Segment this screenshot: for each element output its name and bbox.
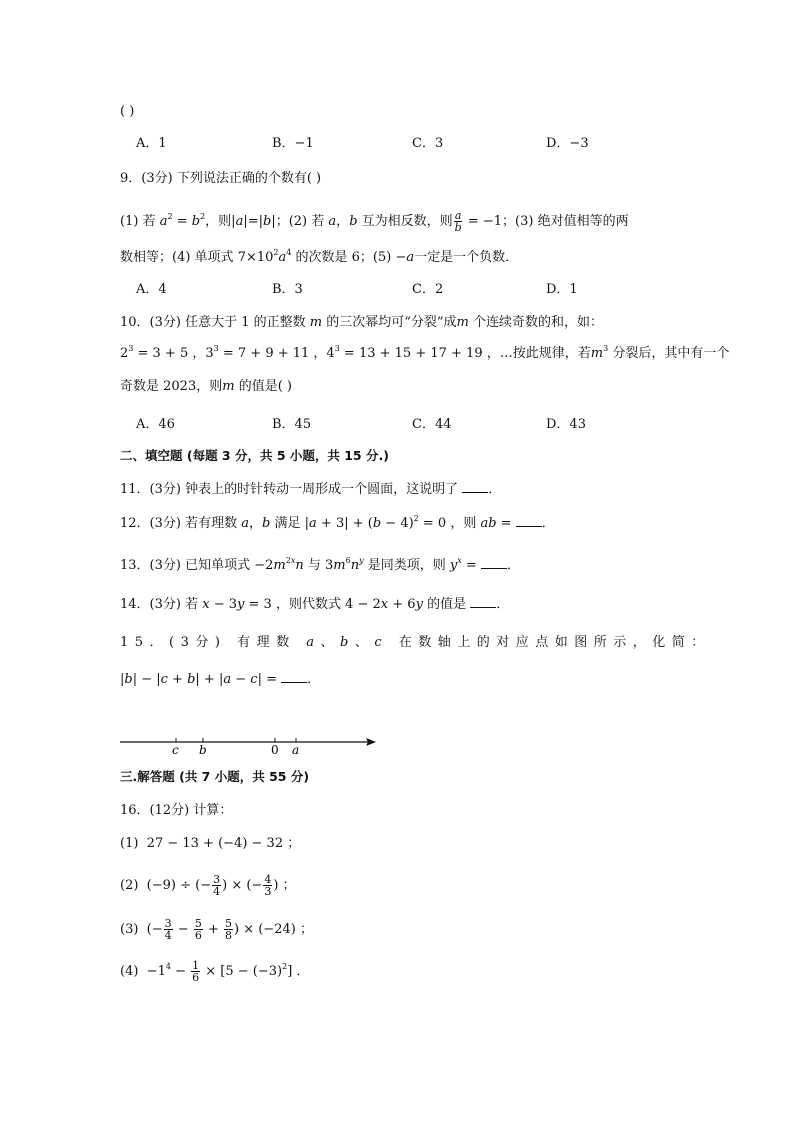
q8-option-a: A．1 [136, 136, 167, 151]
q8-paren: ( ) [120, 104, 135, 119]
q11: 11．(3分) 钟表上的时针转动一周形成一个圆面，这说明了 ． [120, 482, 502, 497]
q16-item-3: (3) (− $\frac{3}{4}$ − $\frac{5}{6}$ + $\frac{5}{8}$ ) × (−24) ； [120, 917, 313, 942]
q16-item-2: (2) (−9) ÷ (− $\frac{3}{4}$ ) × (− $\frac{4}{3}$ ) ； [120, 873, 296, 898]
q9-option-d: D．1 [546, 282, 578, 297]
q10-option-c: C．44 [412, 417, 452, 432]
q10-line-2: $2^3 = 3 + 5$ ，$3^3 = 7 + 9 + 11$ ，$4^3 = 13 + 15 + 17 + 19$ ，…按此规律，若$m^3$ 分裂后，其中有一个 [120, 344, 730, 361]
q10-option-d: D．43 [546, 417, 586, 432]
label-0: 0 [271, 743, 279, 757]
q8-option-c: C．3 [412, 136, 444, 151]
q9-statement-line-2: 数相等；(4) 单项式 $7\times 10^2a^4$ 的次数是 6；(5) −a一定是一个负数． [120, 248, 519, 265]
q10-option-a: A．46 [136, 417, 175, 432]
q15-line-2: |b| − |c + b| + |a − c| = ． [120, 672, 321, 687]
q9-stem: 9．(3分) 下列说法正确的个数有( ) [120, 171, 322, 186]
q10-line-1: 10．(3分) 任意大于 1 的正整数 m 的三次幂均可“分裂”成m 个连续奇数的和，如： [120, 315, 604, 330]
q9-option-a: A．4 [136, 282, 167, 297]
section-2-heading: 二、填空题 (每题 3 分，共 5 小题，共 15 分.) [120, 448, 389, 463]
q8-option-d: D．−3 [546, 136, 589, 151]
q13: 13．(3分) 已知单项式 $-2m^{2x}n$ 与 $3m^6n^y$ 是同类项，则 $y^x$ = ． [120, 556, 520, 573]
label-b: b [199, 743, 207, 757]
q9-option-c: C．2 [412, 282, 444, 297]
q12: 12．(3分) 若有理数 a，b 满足 $|a + 3| + (b - 4)^2 = 0$ ，则 ab = ． [120, 514, 555, 531]
q16-stem: 16．(12分) 计算： [120, 803, 233, 818]
q10-option-b: B．45 [272, 417, 312, 432]
q8-option-b: B．−1 [272, 136, 314, 151]
q9-option-b: B．3 [272, 282, 303, 297]
q16-item-1: (1) 27 − 13 + (−4) − 32 ； [120, 836, 301, 851]
section-3-heading: 三.解答题 (共 7 小题，共 55 分) [120, 769, 310, 784]
q16-item-4: $(4) -1^4$ − $\frac{1}{6}$ × $[5 - (-3)^2]$ ． [120, 959, 310, 984]
number-line-figure [118, 730, 388, 760]
q15-line-1: 15．(3分) 有理数 a、b、c 在数轴上的对应点如图所示，化简： [120, 635, 711, 650]
q9-statement-line-1: (1) 若 $a^2 = b^2$，则|a|=|b|；(2) 若 a，b 互为相反数，则 $\frac{a}{b}$ = −1；(3) 绝对值相等的两 [120, 209, 629, 234]
q10-line-3: 奇数是 2023，则m 的值是( ) [120, 379, 292, 394]
label-a: a [292, 743, 300, 757]
label-c: c [172, 743, 179, 757]
q14: 14．(3分) 若 x − 3y = 3 ，则代数式 4 − 2x + 6y 的值是 ． [120, 597, 510, 612]
